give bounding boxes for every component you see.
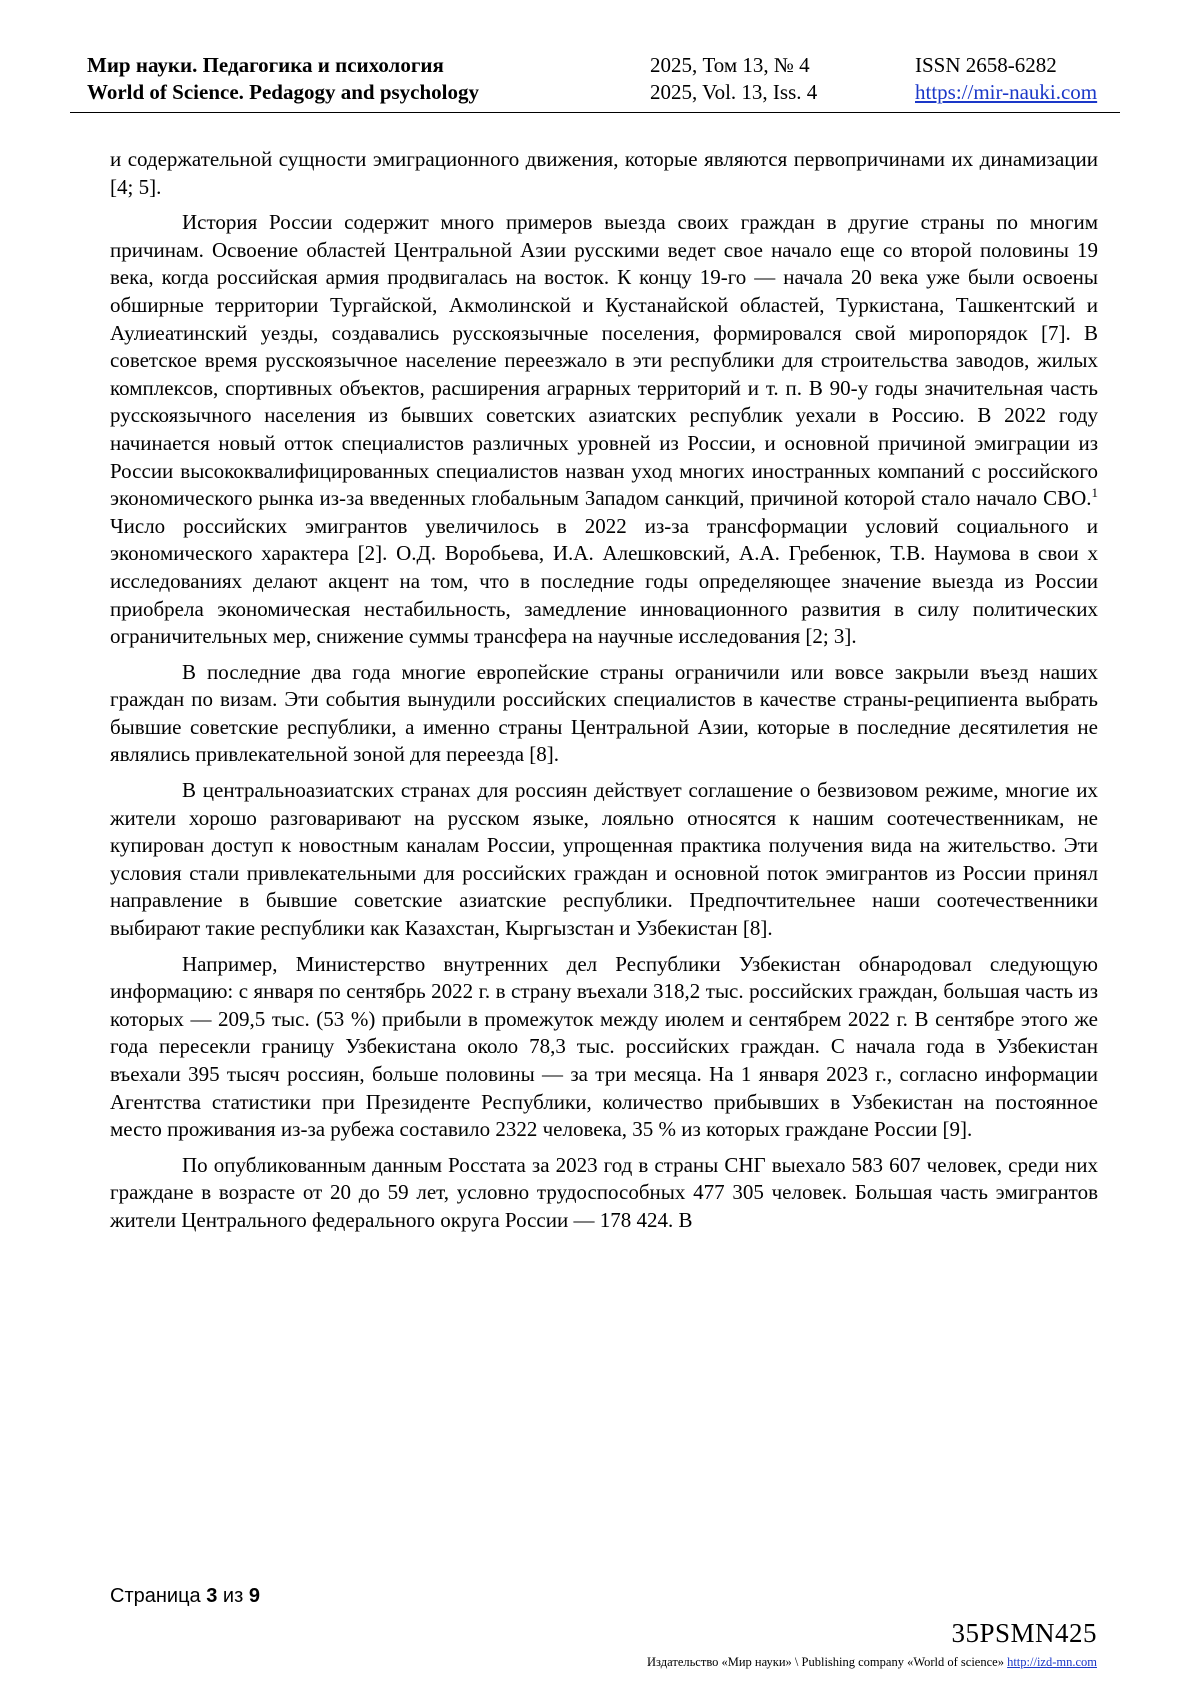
paragraph-2 xyxy=(110,209,1098,651)
page-word: Страница xyxy=(110,1585,201,1607)
journal-title-block xyxy=(87,52,479,106)
issn: ISSN 2658-6282 xyxy=(915,53,1057,77)
issue-ru: 2025, Том 13, № 4 xyxy=(650,53,810,77)
paragraph-4: В центральноазиатских странах для россиян действует соглашение о безвизовом режиме, многие их жители хорошо разговаривают на русском языке, лояльно относятся к нашим соотечественникам, не купирован доступ к новостным каналам России, упрощенная практика получения вида на жительство. Эти условия стали привлекательными для российских граждан и основной поток эмигрантов из России принял направление в бывшие советские азиатские республики. Предпочтительнее наши соотечественники выбирают такие республики как Казахстан, Кыргызстан и Узбекистан [8]. xyxy=(110,778,1098,941)
paragraph-5: Например, Министерство внутренних дел Республики Узбекистан обнародовал следующую информацию: с января по сентябрь 2022 г. в страну въехали 318,2 тыс. российских граждан, большая часть из которых — 209,5 тыс. (53 %) прибыли в промежуток между июлем и сентябрем 2022 г. В сентябре этого же года пересекли границу Узбекистана около 78,3 тыс. российских граждан. С начала года в Узбекистан въехали 395 тысяч россиян, больше половины — за три месяца. На 1 января 2023 г., согласно информации Агентства статистики при Президенте Республики, количество прибывших в Узбекистан на постоянное место проживания из-за рубежа составило 2322 человека, 35 % из которых граждане России [9]. xyxy=(110,951,1098,1142)
article-code: 35PSMN425 xyxy=(951,1618,1097,1648)
page-header xyxy=(70,50,1120,113)
issue-block xyxy=(650,52,817,106)
paragraph-1: и содержательной сущности эмиграционного движения, которые являются первопричинами их динамизации [4; 5]. xyxy=(110,147,1098,199)
paragraph-2-part-1: История России содержит много примеров выезда своих граждан в другие страны по многим причинам. Освоение областей Центральной Азии русскими ведет свое начало еще со второй половины 19 века, когда российская армия продвигалась на восток. К концу 19-го — начала 20 века уже были освоены обширные территории Тургайской, Акмолинской и Кустанайской областей, Туркистана, Ташкентский и Аулиеатинский уезды, создавались русскоязычные поселения, формировался свой миропорядок [7]. В советское время русскоязычное население переезжало в эти республики для строительства заводов, жилых комплексов, спортивных объектов, расширения аграрных территорий и т. п. В 90-у годы значительная часть русскоязычного населения из бывших советских азиатских республик уехали в Россию. В 2022 году начинается новый отток специалистов различных уровней из России, и основной причиной эмиграции из России высококвалифицированных специалистов назван уход многих иностранных компаний с российского экономического рынка из-за введенных глобальным Западом санкций, причиной которой стало начало СВО. xyxy=(110,210,1098,511)
page-current: 3 xyxy=(206,1585,218,1607)
journal-title-en: World of Science. Pedagogy and psychology xyxy=(87,80,480,104)
article-body xyxy=(110,146,1098,1243)
journal-title-ru: Мир науки. Педагогика и психология xyxy=(87,53,444,77)
page-of: из xyxy=(222,1585,244,1607)
publisher-text: Издательство «Мир науки» \ Publishing company «World of science» xyxy=(647,1655,1004,1669)
issn-block xyxy=(915,52,1097,106)
publisher-line xyxy=(647,1655,1097,1670)
paragraph-2-part-2: Число российских эмигрантов увеличилось в 2022 из-за трансформации условий социального и экономического характера [2]. О.Д. Воробьева, И.А. Алешковский, А.А. Гребенюк, Т.В. Наумова в свои х исследованиях делают акцент на том, что в последние годы определяющее значение выезда из России приобрела экономическая нестабильность, замедление инновационного развития в силу политических ограничительных мер, снижение суммы трансфера на научные исследования [2; 3]. xyxy=(110,513,1098,649)
paragraph-3: В последние два года многие европейские страны ограничили или вовсе закрыли въезд наших граждан по визам. Эти события вынудили российских специалистов в качестве страны-реципиента выбрать бывшие советские республики, а именно страны Центральной Азии, которые в последние десятилетия не являлись привлекательной зоной для переезда [8]. xyxy=(110,659,1098,767)
paragraph-6: По опубликованным данным Росстата за 2023 год в страны СНГ выехало 583 607 человек, среди них граждане в возрасте от 20 до 59 лет, условно трудоспособных 477 305 человек. Большая часть эмигрантов жители Центрального федерального округа России — 178 424. В xyxy=(110,1152,1098,1232)
issue-en: 2025, Vol. 13, Iss. 4 xyxy=(650,80,818,104)
publisher-url-link[interactable]: http://izd-mn.com xyxy=(1007,1655,1097,1669)
footnote-marker[interactable]: 1 xyxy=(1091,485,1098,501)
page-number xyxy=(110,1585,260,1608)
journal-url-link[interactable]: https://mir-nauki.com xyxy=(915,80,1098,104)
page-total: 9 xyxy=(248,1585,260,1607)
